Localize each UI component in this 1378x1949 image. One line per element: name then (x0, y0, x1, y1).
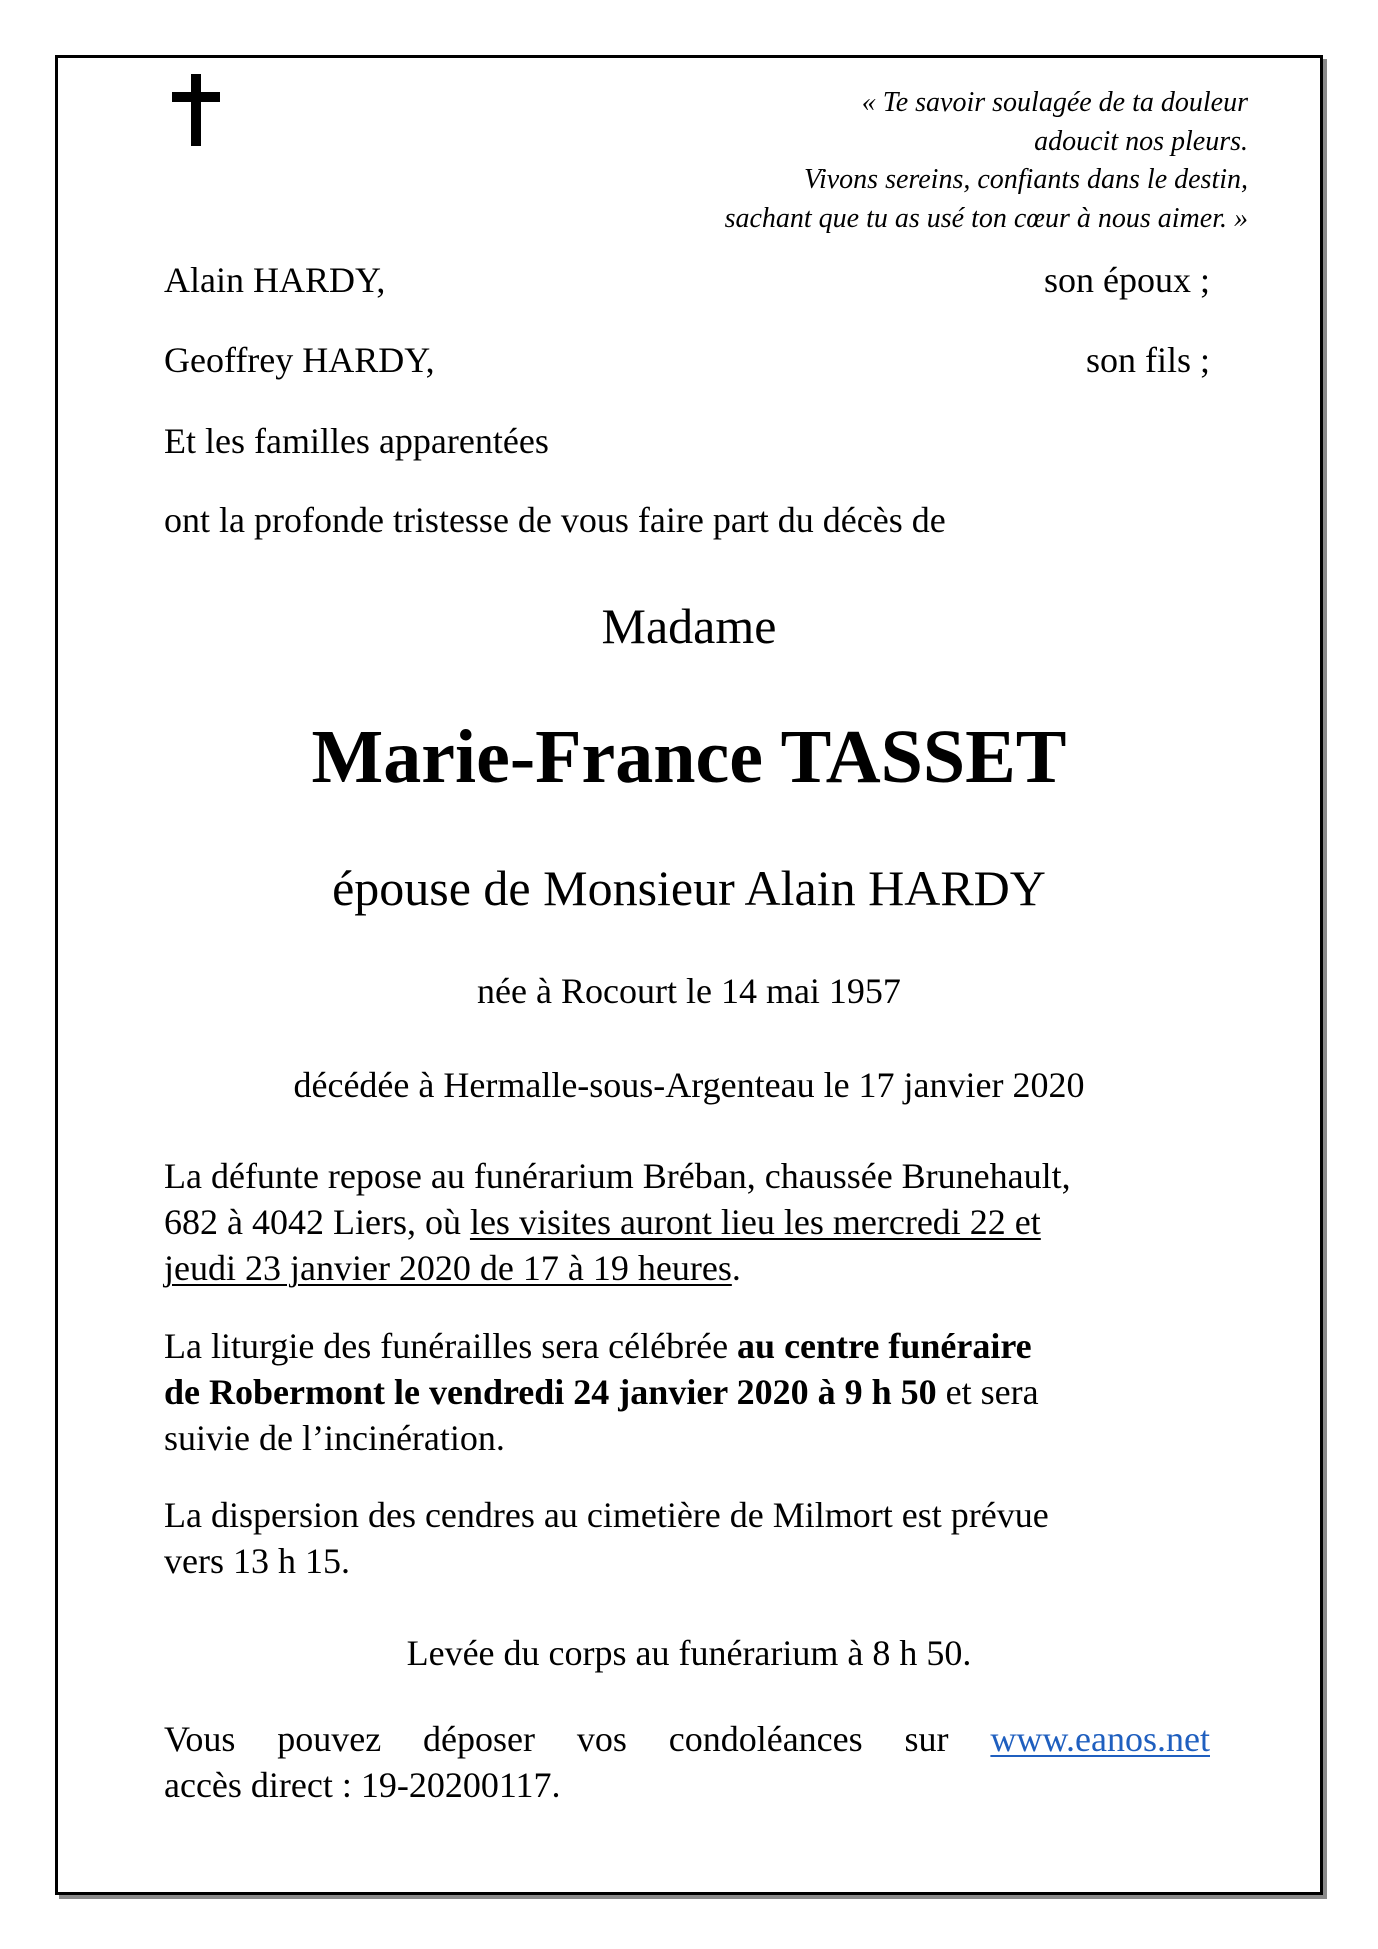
condolences-paragraph (164, 1716, 1210, 1808)
deceased-spouse: épouse de Monsieur Alain HARDY (332, 860, 1046, 916)
visitation-hours: jeudi 23 janvier 2020 de 17 à 19 heures (164, 1248, 732, 1288)
dispersion-line: La dispersion des cendres au cimetière de Milmort est prévue (164, 1495, 1049, 1535)
family-name: Alain HARDY, (164, 260, 386, 300)
liturgy-venue: au centre funéraire (737, 1326, 1032, 1366)
access-code-line: accès direct : 19-20200117. (164, 1765, 561, 1805)
dispersion-paragraph (164, 1492, 1210, 1584)
condolences-text: Vous pouvez déposer vos condoléances sur (164, 1719, 949, 1759)
levee-line: Levée du corps au funérarium à 8 h 50. (406, 1633, 972, 1673)
quote-line: sachant que tu as usé ton cœur à nous aimer. » (724, 202, 1248, 234)
visitation-address: 682 à 4042 Liers, où (164, 1202, 470, 1242)
deceased-title: Madame (601, 598, 777, 654)
visitation-line (164, 1199, 1210, 1245)
family-relation: son époux ; (1044, 260, 1210, 300)
liturgy-venue-date: de Robermont le vendredi 24 janvier 2020 à 9 h 50 (164, 1372, 937, 1412)
quote-line: Vivons sereins, confiants dans le destin, (803, 164, 1248, 195)
cross-icon (168, 74, 224, 146)
condolences-line (164, 1716, 1210, 1762)
condolences-link[interactable]: www.eanos.net (990, 1719, 1210, 1759)
visitation-line (164, 1245, 1210, 1291)
quote-line: adoucit nos pleurs. (1034, 125, 1248, 157)
deceased-name: Marie-France TASSET (311, 715, 1067, 799)
liturgy-text: La liturgie des funérailles sera célébrée (164, 1326, 738, 1366)
announcement-line: ont la profonde tristesse de vous faire part du décès de (164, 500, 946, 540)
relatives-line: Et les familles apparentées (164, 421, 549, 461)
dispersion-line: vers 13 h 15. (164, 1541, 350, 1581)
epigraph-quote (528, 84, 1248, 238)
liturgy-line (164, 1369, 1210, 1415)
liturgy-paragraph (164, 1323, 1210, 1461)
family-row-son (164, 338, 1210, 382)
birth-info: née à Rocourt le 14 mai 1957 (477, 971, 901, 1011)
visitation-line: La défunte repose au funérarium Bréban, chaussée Brunehault, (164, 1156, 1071, 1196)
liturgy-text: et sera (936, 1372, 1039, 1412)
family-row-spouse (164, 258, 1210, 302)
liturgy-line: suivie de l’incinération. (164, 1418, 505, 1458)
quote-line: « Te savoir soulagée de ta douleur (861, 87, 1248, 118)
family-name: Geoffrey HARDY, (164, 340, 435, 380)
liturgy-line (164, 1323, 1210, 1369)
visitation-paragraph (164, 1153, 1210, 1291)
family-relation: son fils ; (1085, 340, 1210, 380)
visitation-hours: les visites auront lieu les mercredi 22 et (469, 1202, 1041, 1242)
punctuation: . (731, 1248, 741, 1288)
death-info: décédée à Hermalle-sous-Argenteau le 17 janvier 2020 (293, 1065, 1085, 1105)
